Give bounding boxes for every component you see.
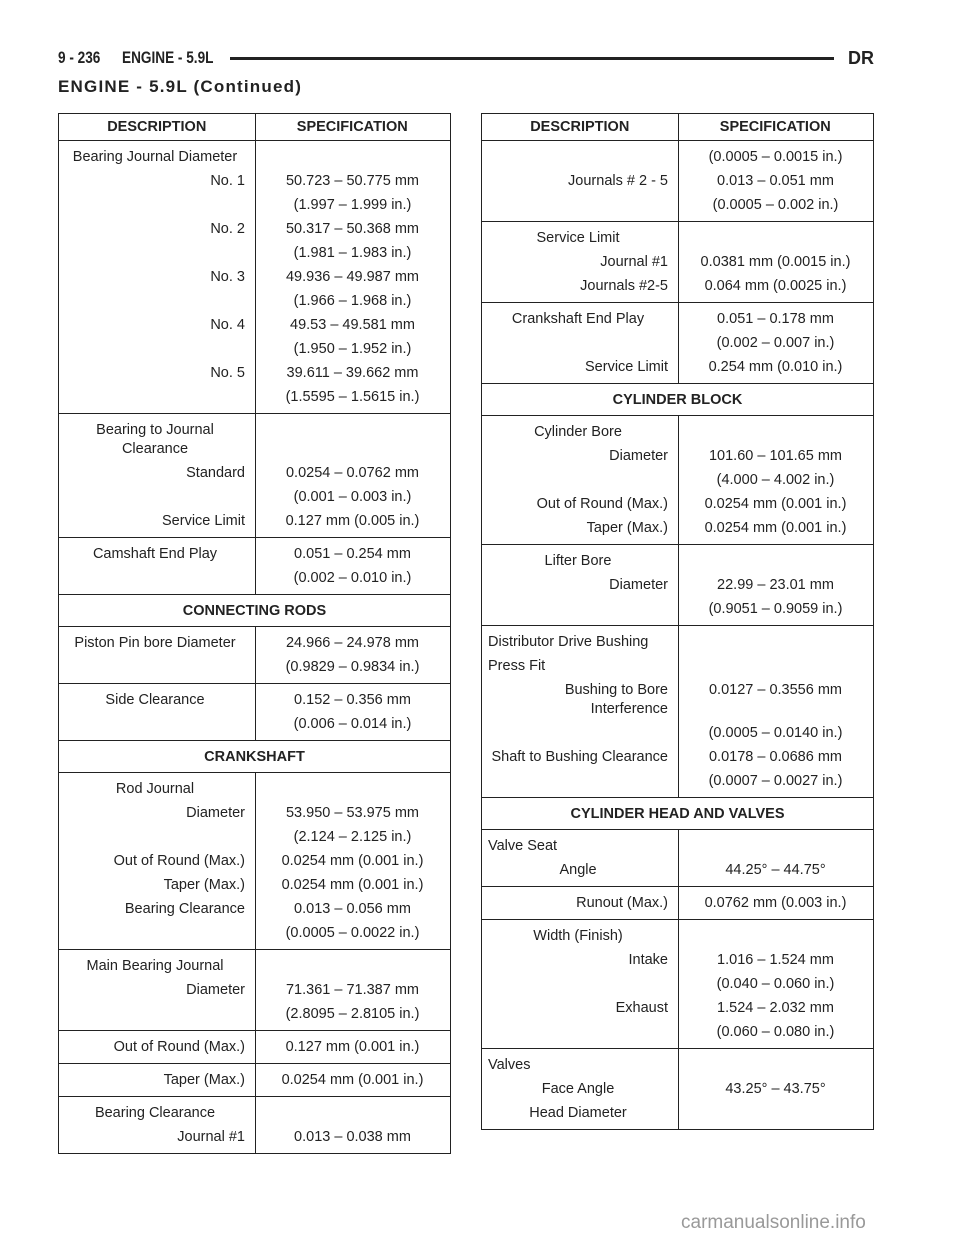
specification-cell: 49.53 – 49.581 mm <box>290 316 415 333</box>
specification-cell: (1.981 – 1.983 in.) <box>293 244 412 261</box>
spec-group <box>482 140 873 221</box>
specification-cell: 0.0127 – 0.3556 mm <box>708 681 842 698</box>
description-cell: Head Diameter <box>529 1104 627 1121</box>
description-cell: Exhaust <box>615 999 668 1016</box>
specification-cell: (2.8095 – 2.8105 in.) <box>285 1005 420 1022</box>
table-row <box>482 972 873 996</box>
specification-cell: 0.013 – 0.056 mm <box>294 900 411 917</box>
specification-cell: 0.0762 mm (0.003 in.) <box>704 894 847 911</box>
table-row <box>482 1101 873 1125</box>
specification-cell: 53.950 – 53.975 mm <box>285 804 419 821</box>
specification-cell: 0.152 – 0.356 mm <box>294 691 411 708</box>
spec-group <box>59 626 450 683</box>
specification-cell: (0.006 – 0.014 in.) <box>293 715 412 732</box>
table-row <box>59 655 450 679</box>
spec-group <box>59 949 450 1030</box>
table-row <box>482 145 873 169</box>
table-row <box>59 801 450 825</box>
table-row <box>482 1020 873 1044</box>
table-row <box>482 169 873 193</box>
spec-table-right <box>481 113 874 1130</box>
description-cell: Rod Journal <box>115 780 195 797</box>
table-row <box>482 492 873 516</box>
description-cell: Bushing to Bore Interference <box>564 681 668 717</box>
table-row <box>482 924 873 948</box>
specification-cell: 0.0178 – 0.0686 mm <box>708 748 842 765</box>
table-row <box>59 217 450 241</box>
specification-cell: 0.0254 mm (0.001 in.) <box>281 876 424 893</box>
table-row <box>59 265 450 289</box>
table-row <box>482 597 873 621</box>
spec-group <box>482 544 873 625</box>
description-cell: Diameter <box>186 981 245 998</box>
table-row <box>59 897 450 921</box>
table-row <box>482 1077 873 1101</box>
specification-cell: 43.25° – 43.75° <box>725 1080 826 1097</box>
description-cell: Angle <box>559 861 597 878</box>
specification-cell: 0.051 – 0.178 mm <box>717 310 834 327</box>
table-row <box>482 468 873 492</box>
description-cell: No. 2 <box>210 220 245 237</box>
table-row <box>59 631 450 655</box>
table-row <box>59 978 450 1002</box>
table-row <box>59 1125 450 1149</box>
description-cell: Taper (Max.) <box>163 876 245 893</box>
section-heading: CYLINDER HEAD AND VALVES <box>482 797 873 829</box>
description-cell: Bearing Clearance <box>124 900 245 917</box>
description-cell: No. 1 <box>210 172 245 189</box>
table-row <box>482 858 873 882</box>
spec-group <box>59 1030 450 1063</box>
table-row <box>482 274 873 298</box>
table-row <box>59 954 450 978</box>
table-row <box>59 921 450 945</box>
table-row <box>59 825 450 849</box>
description-cell: Piston Pin bore Diameter <box>74 634 236 651</box>
spec-group <box>59 683 450 740</box>
description-cell: No. 5 <box>210 364 245 381</box>
spec-group <box>59 1096 450 1153</box>
description-cell: Runout (Max.) <box>576 894 668 911</box>
table-row <box>59 542 450 566</box>
description-cell: Diameter <box>186 804 245 821</box>
description-cell: Standard <box>186 464 245 481</box>
spec-group <box>59 772 450 949</box>
specification-cell: (4.000 – 4.002 in.) <box>716 471 835 488</box>
watermark: carmanualsonline.info <box>681 1212 866 1233</box>
specification-cell: 22.99 – 23.01 mm <box>717 576 834 593</box>
table-header <box>59 114 450 140</box>
table-row <box>59 566 450 590</box>
specification-cell: (0.001 – 0.003 in.) <box>293 488 412 505</box>
specification-cell: (1.950 – 1.952 in.) <box>293 340 412 357</box>
table-row <box>482 630 873 654</box>
spec-group <box>482 415 873 544</box>
table-row <box>482 444 873 468</box>
specification-cell: (1.966 – 1.968 in.) <box>293 292 412 309</box>
table-row <box>482 250 873 274</box>
description-cell: Side Clearance <box>105 691 205 708</box>
table-row <box>59 418 450 461</box>
table-row <box>482 1053 873 1077</box>
header-rule <box>230 57 834 60</box>
description-cell: Service Limit <box>162 512 245 529</box>
spec-group <box>59 413 450 537</box>
page-number: 9 - 236 <box>58 48 101 67</box>
table-row <box>59 337 450 361</box>
table-row <box>482 549 873 573</box>
description-cell: Width (Finish) <box>533 927 623 944</box>
spec-group <box>482 221 873 302</box>
description-cell: Main Bearing Journal <box>86 957 224 974</box>
description-cell: Out of Round (Max.) <box>113 1038 245 1055</box>
specification-cell: 0.0254 mm (0.001 in.) <box>704 495 847 512</box>
description-header: DESCRIPTION <box>107 119 207 135</box>
table-row <box>482 193 873 217</box>
table-row <box>59 145 450 169</box>
table-row <box>59 461 450 485</box>
description-cell: Bearing Journal Diameter <box>72 148 238 165</box>
specification-cell: 39.611 – 39.662 mm <box>286 364 419 381</box>
description-cell: Valve Seat <box>488 837 558 854</box>
section-heading: CYLINDER BLOCK <box>482 383 873 415</box>
table-row <box>482 721 873 745</box>
section-heading: CRANKSHAFT <box>59 740 450 772</box>
specification-cell: (0.9051 – 0.9059 in.) <box>708 600 843 617</box>
specification-cell: (1.997 – 1.999 in.) <box>293 196 412 213</box>
specification-cell: 0.0254 – 0.0762 mm <box>285 464 419 481</box>
specification-cell: 0.013 – 0.038 mm <box>294 1128 411 1145</box>
description-cell: Cylinder Bore <box>534 423 622 440</box>
specification-cell: 0.0254 mm (0.001 in.) <box>281 852 424 869</box>
table-row <box>482 516 873 540</box>
specification-cell: 0.013 – 0.051 mm <box>717 172 834 189</box>
table-row <box>59 712 450 736</box>
description-cell: Crankshaft End Play <box>511 310 645 327</box>
description-cell: Journals # 2 - 5 <box>568 172 668 189</box>
table-row <box>482 948 873 972</box>
specification-cell: (2.124 – 2.125 in.) <box>293 828 412 845</box>
table-row <box>59 1101 450 1125</box>
description-cell: Journal #1 <box>177 1128 245 1145</box>
table-header <box>482 114 873 140</box>
specification-cell: 24.966 – 24.978 mm <box>285 634 419 651</box>
specification-cell: (0.002 – 0.007 in.) <box>716 334 835 351</box>
specification-cell: 44.25° – 44.75° <box>725 861 826 878</box>
specification-header: SPECIFICATION <box>296 119 408 135</box>
description-cell: Service Limit <box>536 229 620 246</box>
specification-cell: (0.0005 – 0.0140 in.) <box>708 724 843 741</box>
specification-cell: (0.060 – 0.080 in.) <box>716 1023 835 1040</box>
description-cell: No. 3 <box>210 268 245 285</box>
spec-group <box>482 886 873 919</box>
description-cell: Diameter <box>609 576 668 593</box>
table-row <box>59 849 450 873</box>
table-row <box>59 241 450 265</box>
specification-cell: 49.936 – 49.987 mm <box>285 268 419 285</box>
description-cell: Journals #2-5 <box>580 277 668 294</box>
table-row <box>59 385 450 409</box>
table-row <box>482 331 873 355</box>
description-cell: Lifter Bore <box>544 552 612 569</box>
description-cell: Out of Round (Max.) <box>113 852 245 869</box>
specification-cell: 1.524 – 2.032 mm <box>717 999 834 1016</box>
specification-cell: 0.064 mm (0.0025 in.) <box>704 277 847 294</box>
table-row <box>482 834 873 858</box>
table-row <box>59 485 450 509</box>
specification-header: SPECIFICATION <box>719 119 831 135</box>
description-cell: Bearing to Journal Clearance <box>96 421 214 457</box>
description-header: DESCRIPTION <box>530 119 630 135</box>
specification-cell: 1.016 – 1.524 mm <box>717 951 834 968</box>
model-code: DR <box>848 47 874 68</box>
section-heading: CONNECTING RODS <box>59 594 450 626</box>
spec-group <box>59 537 450 594</box>
description-cell: Taper (Max.) <box>163 1071 245 1088</box>
description-cell: Distributor Drive Bushing <box>488 633 649 650</box>
description-cell: Shaft to Bushing Clearance <box>491 748 668 765</box>
description-cell: Intake <box>628 951 668 968</box>
specification-cell: 0.127 mm (0.001 in.) <box>285 1038 420 1055</box>
table-row <box>59 289 450 313</box>
specification-cell: 71.361 – 71.387 mm <box>285 981 419 998</box>
description-cell: Bearing Clearance <box>94 1104 216 1121</box>
table-row <box>59 873 450 897</box>
specification-cell: 50.317 – 50.368 mm <box>285 220 419 237</box>
description-cell: No. 4 <box>210 316 245 333</box>
spec-group <box>59 1063 450 1096</box>
table-row <box>482 355 873 379</box>
table-row <box>482 769 873 793</box>
table-row <box>59 1035 450 1059</box>
table-row <box>482 573 873 597</box>
specification-cell: (0.040 – 0.060 in.) <box>716 975 835 992</box>
table-row <box>482 996 873 1020</box>
running-header <box>58 47 874 69</box>
description-cell: Face Angle <box>541 1080 615 1097</box>
specification-cell: 0.0254 mm (0.001 in.) <box>281 1071 424 1088</box>
table-row <box>482 678 873 721</box>
spec-group <box>59 140 450 413</box>
description-cell: Journal #1 <box>600 253 668 270</box>
specification-cell: (0.0005 – 0.0015 in.) <box>708 148 843 165</box>
page-title: ENGINE - 5.9L (Continued) <box>58 77 303 96</box>
table-row <box>482 420 873 444</box>
table-row <box>482 654 873 678</box>
specification-cell: (0.0005 – 0.0022 in.) <box>285 924 420 941</box>
specification-cell: (0.0005 – 0.002 in.) <box>712 196 839 213</box>
description-cell: Out of Round (Max.) <box>536 495 668 512</box>
description-cell: Valves <box>488 1056 531 1073</box>
specification-cell: (0.9829 – 0.9834 in.) <box>285 658 420 675</box>
specification-cell: 101.60 – 101.65 mm <box>708 447 842 464</box>
specification-cell: 0.051 – 0.254 mm <box>294 545 411 562</box>
specification-cell: 0.0381 mm (0.0015 in.) <box>700 253 851 270</box>
table-row <box>482 307 873 331</box>
specification-cell: 0.127 mm (0.005 in.) <box>285 512 420 529</box>
specification-cell: 0.254 mm (0.010 in.) <box>708 358 843 375</box>
table-row <box>59 313 450 337</box>
spec-group <box>482 302 873 383</box>
table-row <box>59 361 450 385</box>
table-row <box>59 169 450 193</box>
specification-cell: (0.0007 – 0.0027 in.) <box>708 772 843 789</box>
spec-group <box>482 625 873 797</box>
table-row <box>59 688 450 712</box>
table-row <box>482 226 873 250</box>
spec-group <box>482 829 873 886</box>
spec-group <box>482 1048 873 1129</box>
table-row <box>482 891 873 915</box>
description-cell: Service Limit <box>585 358 668 375</box>
table-row <box>59 193 450 217</box>
description-cell: Camshaft End Play <box>92 545 218 562</box>
specification-cell: 0.0254 mm (0.001 in.) <box>704 519 847 536</box>
specification-cell: 50.723 – 50.775 mm <box>285 172 419 189</box>
table-row <box>59 1002 450 1026</box>
spec-group <box>482 919 873 1048</box>
table-row <box>59 509 450 533</box>
table-row <box>482 745 873 769</box>
description-cell: Taper (Max.) <box>586 519 668 536</box>
table-row <box>59 777 450 801</box>
description-cell: Diameter <box>609 447 668 464</box>
specification-cell: (0.002 – 0.010 in.) <box>293 569 412 586</box>
table-row <box>59 1068 450 1092</box>
spec-table-left <box>58 113 451 1154</box>
section-name: ENGINE - 5.9L <box>122 48 214 67</box>
description-cell: Press Fit <box>488 657 546 674</box>
specification-cell: (1.5595 – 1.5615 in.) <box>285 388 420 405</box>
